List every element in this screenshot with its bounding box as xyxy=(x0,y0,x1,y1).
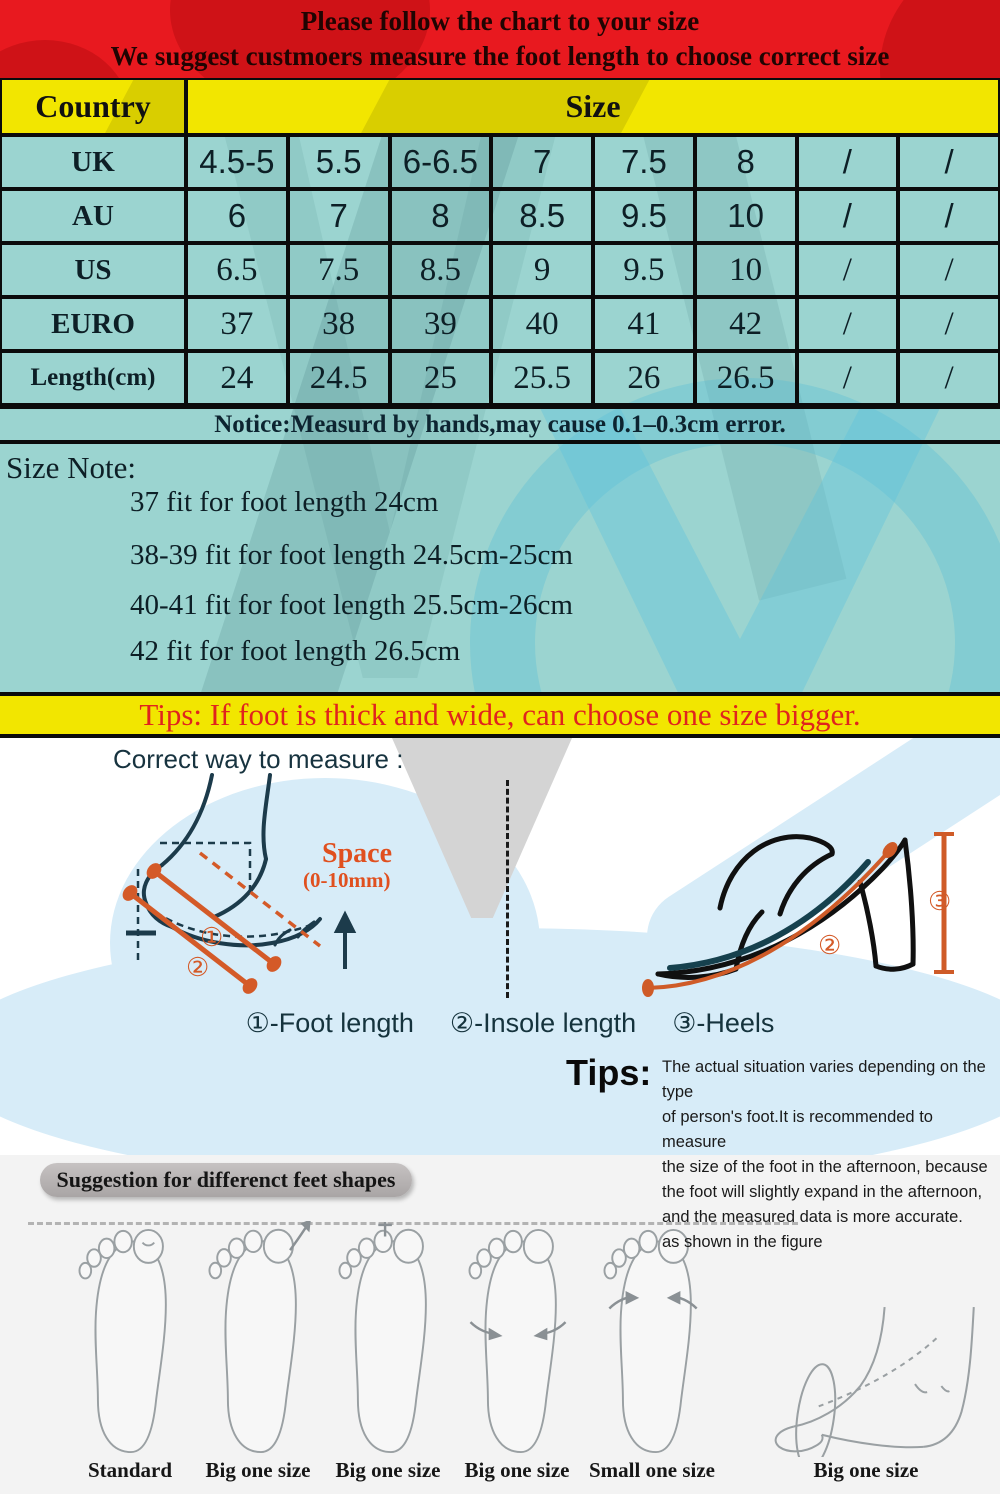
table-cell: 38 xyxy=(288,297,390,351)
size-header-label: Size xyxy=(565,88,621,124)
table-cell: 4.5-5 xyxy=(186,135,288,189)
banner-line-2: We suggest custmoers measure the foot length to choose correct size xyxy=(110,41,890,71)
foot-shape-wide xyxy=(462,1227,574,1455)
tips-banner xyxy=(0,692,1000,738)
table-cell: 8.5 xyxy=(390,243,492,297)
foot-shape-label: Big one size xyxy=(813,1458,919,1482)
foot-shape-narrow xyxy=(597,1227,709,1455)
marker-3-icon: ③ xyxy=(928,886,952,916)
table-cell: 25.5 xyxy=(491,351,593,405)
size-note-item: 38-39 fit for foot length 24.5cm-25cm xyxy=(130,539,573,571)
foot-shape-label: Standard xyxy=(87,1458,173,1482)
foot-shape-high-instep xyxy=(762,1305,992,1457)
table-cell: 24 xyxy=(186,351,288,405)
size-note-item: 42 fit for foot length 26.5cm xyxy=(130,635,461,667)
table-cell: 37 xyxy=(186,297,288,351)
foot-shape-bunion xyxy=(202,1221,314,1455)
table-cell: 8 xyxy=(390,189,492,243)
table-cell: / xyxy=(898,243,1000,297)
table-cell: 9.5 xyxy=(593,189,695,243)
foot-shape-standard xyxy=(72,1227,184,1455)
legend-heels: ③-Heels xyxy=(672,1008,775,1038)
table-cell: 26 xyxy=(593,351,695,405)
table-cell: 8.5 xyxy=(491,189,593,243)
tips-banner-text: Tips: If foot is thick and wide, can choose one size bigger. xyxy=(139,697,861,732)
table-cell: 9 xyxy=(491,243,593,297)
table-cell: 24.5 xyxy=(288,351,390,405)
table-cell: / xyxy=(797,297,899,351)
table-cell: / xyxy=(797,351,899,405)
tips-line: and the measured data is more accurate. xyxy=(662,1208,963,1226)
table-cell: 5.5 xyxy=(288,135,390,189)
measure-title: Correct way to measure : xyxy=(113,744,404,774)
table-cell: / xyxy=(797,243,899,297)
size-note-item: 40-41 fit for foot length 25.5cm-26cm xyxy=(130,589,573,621)
size-chart-section xyxy=(0,78,1000,692)
space-label: Space xyxy=(322,838,392,869)
legend-insole-length: ②-Insole length xyxy=(449,1008,637,1038)
table-cell: / xyxy=(797,135,899,189)
table-cell: 9.5 xyxy=(593,243,695,297)
table-cell: 26.5 xyxy=(695,351,797,405)
row-label-length: Length(cm) xyxy=(0,351,186,405)
tips-label: Tips: xyxy=(566,1052,652,1093)
tips-line: of person's foot.It is recommended to measure xyxy=(662,1108,933,1151)
watermark-v-logo xyxy=(540,408,940,692)
table-cell: 42 xyxy=(695,297,797,351)
table-cell: 8 xyxy=(695,135,797,189)
space-range-label: (0-10mm) xyxy=(303,868,391,892)
row-label-us: US xyxy=(0,243,186,297)
foot-shape-label: Big one size xyxy=(205,1458,311,1482)
table-cell: / xyxy=(898,135,1000,189)
foot-shape-long-second-toe xyxy=(332,1221,444,1455)
table-cell: 39 xyxy=(390,297,492,351)
row-label-euro: EURO xyxy=(0,297,186,351)
table-cell: / xyxy=(898,351,1000,405)
foot-shape-label: Big one size xyxy=(464,1458,570,1482)
table-cell: / xyxy=(797,189,899,243)
legend-foot-length: ①-Foot length xyxy=(245,1008,414,1038)
table-cell: 40 xyxy=(491,297,593,351)
table-cell: 7 xyxy=(288,189,390,243)
table-cell: 10 xyxy=(695,189,797,243)
top-banner xyxy=(0,0,1000,78)
size-table xyxy=(0,78,1000,405)
tips-line: The actual situation varies depending on the type xyxy=(662,1058,986,1101)
heel-shoe-illustration xyxy=(628,796,968,1006)
marker-1-icon: ① xyxy=(200,922,224,952)
size-header-cell xyxy=(186,78,1000,135)
tips-line: the foot will slightly expand in the afternoon, xyxy=(662,1183,983,1201)
country-header-cell xyxy=(0,78,186,135)
notice-bar: Notice:Measurd by hands,may cause 0.1–0.3cm error. xyxy=(0,405,1000,444)
table-cell: 25 xyxy=(390,351,492,405)
foot-shape-label: Small one size xyxy=(589,1458,715,1482)
size-note-item: 37 fit for foot length 24cm xyxy=(130,486,439,518)
banner-line-1: Please follow the chart to your size xyxy=(300,6,700,36)
table-cell: 7 xyxy=(491,135,593,189)
table-cell: 10 xyxy=(695,243,797,297)
tips-line: the size of the foot in the afternoon, because xyxy=(662,1158,988,1176)
table-cell: 7.5 xyxy=(593,135,695,189)
table-cell: / xyxy=(898,297,1000,351)
row-label-au: AU xyxy=(0,189,186,243)
foot-measure-illustration xyxy=(100,773,450,1023)
divider-dashed-line xyxy=(506,780,509,998)
foot-shape-label: Big one size xyxy=(335,1458,441,1482)
table-cell: 6 xyxy=(186,189,288,243)
tips-line: as shown in the figure xyxy=(662,1233,823,1251)
marker-2-icon: ② xyxy=(818,930,842,960)
table-cell: 6.5 xyxy=(186,243,288,297)
suggestion-header: Suggestion for differenct feet shapes xyxy=(40,1163,412,1197)
table-cell: / xyxy=(898,189,1000,243)
tips-paragraph xyxy=(662,1055,992,1255)
row-label-uk: UK xyxy=(0,135,186,189)
table-cell: 6-6.5 xyxy=(390,135,492,189)
table-cell: 7.5 xyxy=(288,243,390,297)
marker-2-icon: ② xyxy=(186,952,210,982)
measure-legend xyxy=(200,1008,820,1039)
size-note-title: Size Note: xyxy=(6,450,136,485)
country-header-label: Country xyxy=(35,88,151,124)
table-cell: 41 xyxy=(593,297,695,351)
